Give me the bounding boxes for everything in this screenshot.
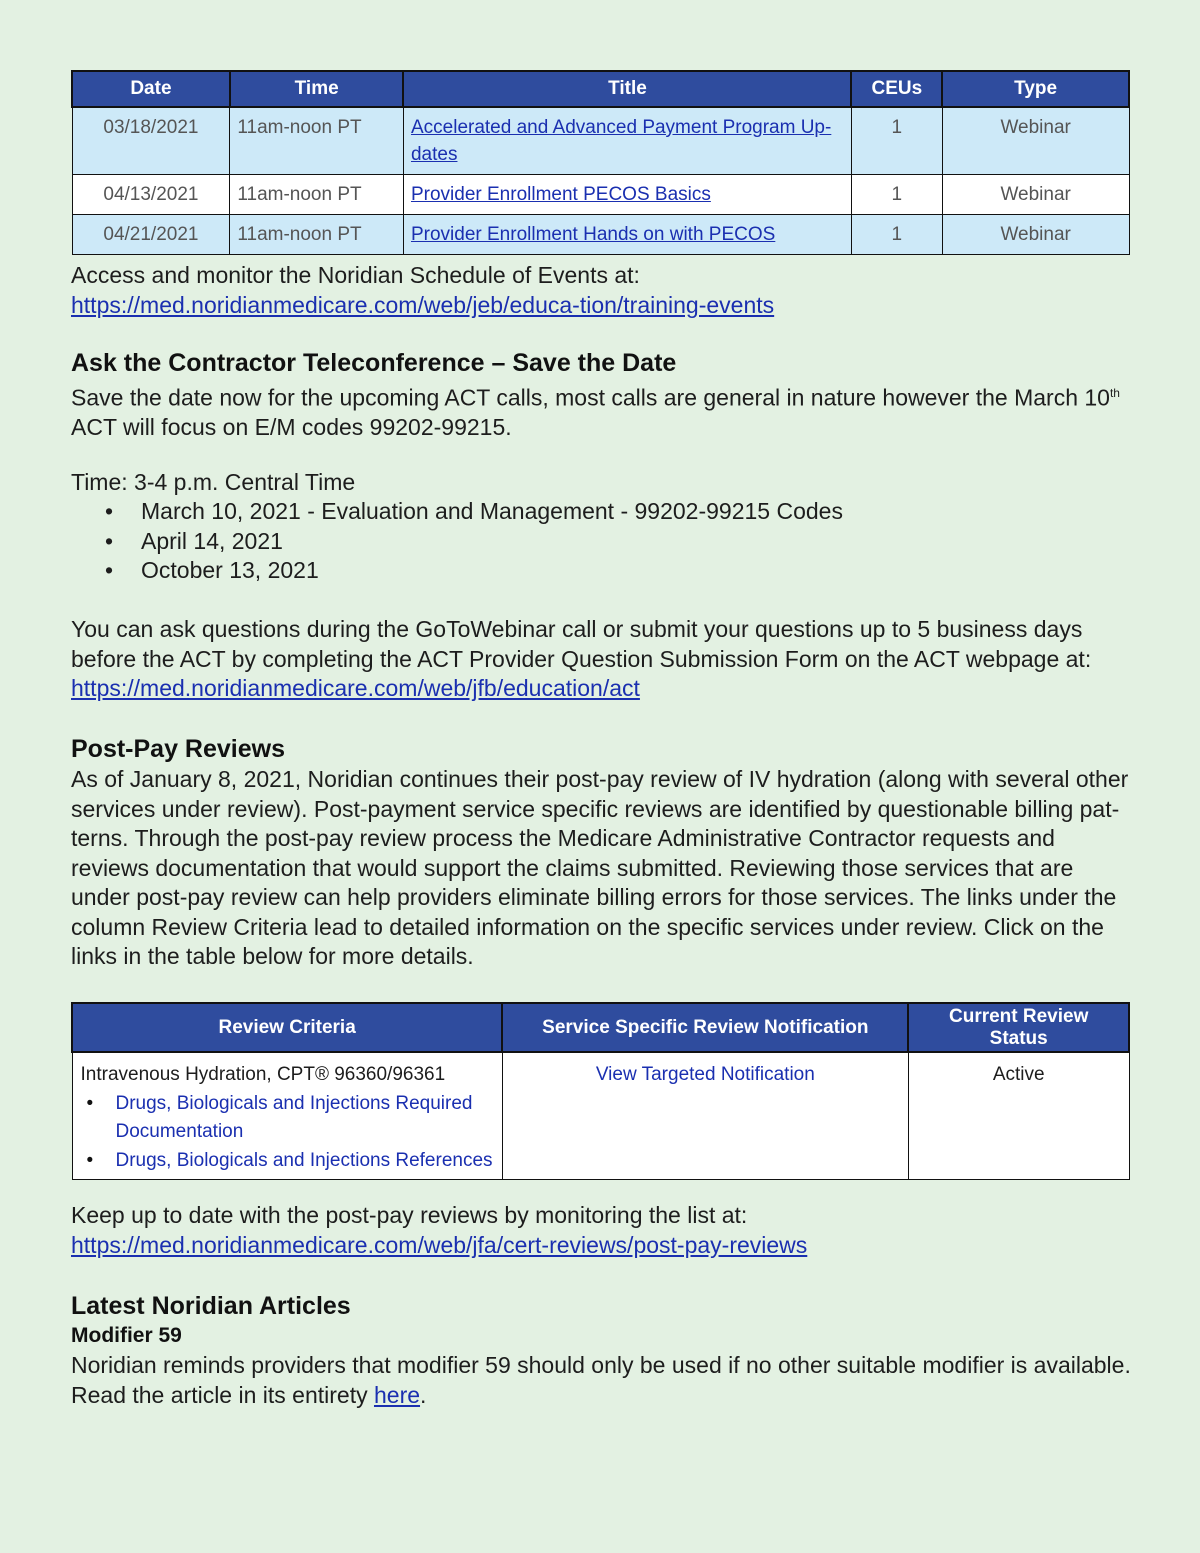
event-ceus: 1 xyxy=(851,107,942,175)
list-item: • March 10, 2021 - Evaluation and Management - 99202-99215 Codes xyxy=(71,497,843,527)
criteria-link-references[interactable]: • Drugs, Biologicals and Injections References xyxy=(81,1147,494,1176)
articles-subheading: Modifier 59 xyxy=(71,1324,182,1347)
schedule-text: Access and monitor the Noridian Schedule of Events at: xyxy=(71,262,640,288)
criteria-links xyxy=(81,1090,494,1176)
articles-heading: Latest Noridian Articles xyxy=(71,1292,351,1320)
criteria-title: Intravenous Hydration, CPT® 96360/96361 xyxy=(80,1064,446,1085)
article-here-link[interactable]: here xyxy=(373,1381,421,1408)
event-title xyxy=(403,175,851,215)
event-type: Webinar xyxy=(942,107,1129,175)
review-status-cell: Active xyxy=(908,1052,1129,1180)
event-type: Webinar xyxy=(942,175,1129,215)
event-title xyxy=(403,215,851,255)
act-questions-text: You can ask questions during the GoToWebinar call or submit your questions up to 5 business days before the ACT by completing the ACT Provider Question Submission Form on the ACT webpage at: xyxy=(71,616,1092,672)
postpay-link[interactable]: https://med.noridianmedicare.com/web/jfa/cert-reviews/post-pay-reviews xyxy=(71,1231,808,1258)
keep-paragraph xyxy=(71,1201,1131,1260)
act-heading: Ask the Contractor Teleconference – Save the Date xyxy=(71,349,677,377)
table-row xyxy=(72,107,1129,175)
articles-body-text: Noridian reminds providers that modifier 59 should only be used if no other suitable modifier is available. Read the article in its entirety xyxy=(71,1352,1131,1408)
events-header-ceus: CEUs xyxy=(851,71,942,107)
event-title-link[interactable]: Provider Enrollment PECOS Basics xyxy=(410,184,711,205)
act-dates-list xyxy=(71,497,843,586)
act-time: Time: 3-4 p.m. Central Time xyxy=(71,469,356,495)
act-intro xyxy=(71,379,1131,443)
review-notification-cell xyxy=(502,1052,908,1180)
event-title xyxy=(403,107,851,175)
list-item: • October 13, 2021 xyxy=(71,556,843,586)
review-header-criteria: Review Criteria xyxy=(72,1003,502,1052)
event-ceus: 1 xyxy=(851,175,942,215)
event-title-link[interactable]: Provider Enrollment Hands on with PECOS xyxy=(410,224,776,245)
event-date: 04/21/2021 xyxy=(72,215,230,255)
table-row xyxy=(72,215,1129,255)
schedule-link[interactable]: https://med.noridianmedicare.com/web/jeb/educa-tion/training-events xyxy=(71,291,775,318)
schedule-paragraph xyxy=(71,261,1131,320)
event-type: Webinar xyxy=(942,215,1129,255)
postpay-heading: Post-Pay Reviews xyxy=(71,735,285,763)
events-table xyxy=(71,70,1130,255)
events-header-type: Type xyxy=(942,71,1129,107)
event-date: 03/18/2021 xyxy=(72,107,230,175)
articles-body xyxy=(71,1351,1131,1410)
event-time: 11am-noon PT xyxy=(230,107,404,175)
act-intro-a: Save the date now for the upcoming ACT calls, most calls are general in nature however the March 10 xyxy=(71,384,1110,411)
act-link[interactable]: https://med.noridianmedicare.com/web/jfb/education/act xyxy=(71,675,640,701)
criteria-link-required-documentation[interactable]: • Drugs, Biologicals and Injections Required Documentation xyxy=(81,1090,494,1147)
keep-text: Keep up to date with the post-pay reviews by monitoring the list at: xyxy=(71,1202,748,1228)
event-date: 04/13/2021 xyxy=(72,175,230,215)
table-row xyxy=(72,175,1129,215)
events-header-title: Title xyxy=(403,71,851,107)
review-header-notification: Service Specific Review Notification xyxy=(502,1003,908,1052)
event-title-link[interactable]: Accelerated and Advanced Payment Program Up-dates xyxy=(410,117,832,165)
articles-body-end: . xyxy=(420,1381,427,1408)
act-intro-b: ACT will focus on E/M codes 99202-99215. xyxy=(71,414,512,441)
list-item: • April 14, 2021 xyxy=(71,527,843,557)
table-row xyxy=(72,1052,1129,1180)
review-header-status: Current Review Status xyxy=(908,1003,1129,1052)
event-time: 11am-noon PT xyxy=(230,175,404,215)
events-header-time: Time xyxy=(230,71,404,107)
postpay-body: As of January 8, 2021, Noridian continues their post-pay review of IV hydration (along with several other services under review). Post-payment service specific reviews are identified by questionable billing pat-terns. Through the post-pay review process the Medicare Administrative Contractor requests and reviews documentation that would support the claims submitted. Reviewing those services that are under post-pay review can help providers eliminate billing errors for those services. The links under the column Review Criteria lead to detailed information on the specific services under review. Click on the links in the table below for more details. xyxy=(71,766,1129,969)
events-header-row xyxy=(72,71,1129,107)
events-header-date: Date xyxy=(72,71,230,107)
act-intro-sup: th xyxy=(1109,386,1120,400)
review-header-row xyxy=(72,1003,1129,1052)
event-time: 11am-noon PT xyxy=(230,215,404,255)
event-ceus: 1 xyxy=(851,215,942,255)
act-questions xyxy=(71,615,1131,704)
review-criteria-cell xyxy=(72,1052,502,1180)
view-targeted-notification-link[interactable]: View Targeted Notification xyxy=(595,1064,815,1085)
review-table xyxy=(71,1002,1130,1180)
